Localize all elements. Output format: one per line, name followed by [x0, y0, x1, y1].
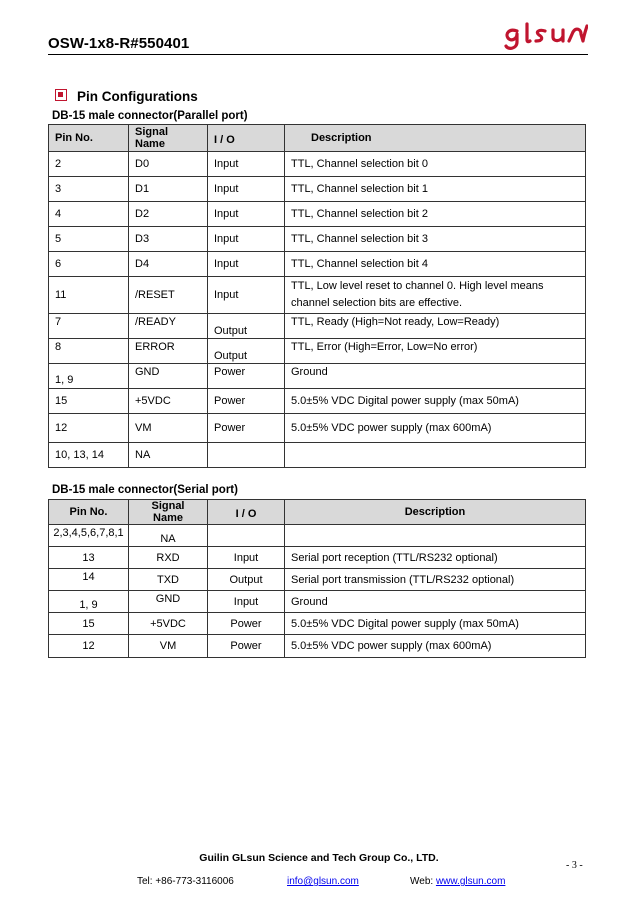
table-row — [49, 314, 586, 339]
description: TTL, Ready (High=Not ready, Low=Ready) — [285, 314, 586, 339]
signal-name: GND — [129, 364, 208, 389]
io-type: Input — [208, 177, 285, 202]
table-row — [49, 635, 586, 658]
parallel-pin-table — [48, 124, 586, 468]
signal-name: /READY — [129, 314, 208, 339]
table-row — [49, 364, 586, 389]
header-divider — [48, 54, 588, 55]
io-type: Input — [208, 591, 285, 613]
signal-name: +5VDC — [129, 613, 208, 635]
signal-name: D3 — [129, 227, 208, 252]
signal-name: VM — [129, 414, 208, 443]
description: 5.0±5% VDC Digital power supply (max 50mA) — [285, 613, 586, 635]
header-io: I / O — [208, 500, 285, 525]
io-type — [208, 443, 285, 468]
io-type: Input — [208, 277, 285, 314]
pin-no: 1, 9 — [49, 364, 129, 389]
description: TTL, Channel selection bit 3 — [285, 227, 586, 252]
header-pin-no: Pin No. — [49, 125, 129, 152]
footer-web-link[interactable]: www.glsun.com — [435, 876, 506, 887]
section-title: Pin Configurations — [77, 89, 198, 104]
signal-name: NA — [129, 525, 208, 547]
table-row — [49, 569, 586, 591]
table-row — [49, 591, 586, 613]
table-row — [49, 414, 586, 443]
header-description: Description — [285, 125, 586, 152]
header-pin-no: Pin No. — [49, 500, 129, 525]
description: TTL, Channel selection bit 4 — [285, 252, 586, 277]
table-row — [49, 227, 586, 252]
pin-no: 8 — [49, 339, 129, 364]
io-type: Power — [208, 635, 285, 658]
io-type — [208, 525, 285, 547]
table-row — [49, 339, 586, 364]
table-row — [49, 202, 586, 227]
io-type: Output — [208, 314, 285, 339]
table-header-row — [49, 125, 586, 152]
io-type: Input — [208, 152, 285, 177]
table-row — [49, 525, 586, 547]
signal-name: +5VDC — [129, 389, 208, 414]
pin-no: 15 — [49, 389, 129, 414]
io-type: Input — [208, 252, 285, 277]
signal-name: /RESET — [129, 277, 208, 314]
header-signal-name: Signal Name — [129, 500, 208, 525]
table-row — [49, 177, 586, 202]
table-row — [49, 613, 586, 635]
parallel-table-title: DB-15 male connector(Parallel port) — [52, 110, 248, 122]
description: Ground — [285, 591, 586, 613]
description: TTL, Low level reset to channel 0. High level means channel selection bits are effective. — [285, 277, 586, 314]
description: Serial port reception (TTL/RS232 optional) — [285, 547, 586, 569]
footer-email-link[interactable]: info@glsun.com — [287, 876, 359, 887]
pin-no: 7 — [49, 314, 129, 339]
document-title: OSW-1x8-R#550401 — [48, 35, 190, 52]
io-type: Input — [208, 227, 285, 252]
io-type: Power — [208, 364, 285, 389]
description: 5.0±5% VDC power supply (max 600mA) — [285, 414, 586, 443]
pin-no: 14 — [49, 569, 129, 591]
header-signal-name: Signal Name — [129, 125, 208, 152]
signal-name: RXD — [129, 547, 208, 569]
signal-name: ERROR — [129, 339, 208, 364]
pin-no: 6 — [49, 252, 129, 277]
pin-no: 12 — [49, 635, 129, 658]
pin-no: 11 — [49, 277, 129, 314]
table-row — [49, 252, 586, 277]
serial-table-title: DB-15 male connector(Serial port) — [52, 484, 238, 496]
pin-no: 4 — [49, 202, 129, 227]
description: 5.0±5% VDC Digital power supply (max 50mA) — [285, 389, 586, 414]
pin-no: 3 — [49, 177, 129, 202]
footer-telephone: Tel: +86-773-3116006 — [137, 876, 234, 887]
description — [285, 525, 586, 547]
pin-no: 2,3,4,5,6,7,8,1 — [49, 525, 129, 547]
description: TTL, Channel selection bit 2 — [285, 202, 586, 227]
io-type: Power — [208, 389, 285, 414]
signal-name: D2 — [129, 202, 208, 227]
signal-name: D0 — [129, 152, 208, 177]
signal-name: D1 — [129, 177, 208, 202]
table-row — [49, 277, 586, 314]
io-type: Output — [208, 569, 285, 591]
signal-name: TXD — [129, 569, 208, 591]
description: TTL, Error (High=Error, Low=No error) — [285, 339, 586, 364]
description: Serial port transmission (TTL/RS232 optional) — [285, 569, 586, 591]
table-row — [49, 389, 586, 414]
pin-no: 1, 9 — [49, 591, 129, 613]
page-number: - 3 - — [566, 860, 583, 871]
description: TTL, Channel selection bit 1 — [285, 177, 586, 202]
io-type: Input — [208, 202, 285, 227]
header-io: I / O — [208, 125, 285, 152]
io-type: Input — [208, 547, 285, 569]
header-description: Description — [285, 500, 586, 525]
io-type: Power — [208, 613, 285, 635]
footer-company-name: Guilin GLsun Science and Tech Group Co., LTD. — [199, 852, 439, 864]
footer-web-label: Web: — [410, 876, 436, 887]
pin-no: 2 — [49, 152, 129, 177]
pin-no: 15 — [49, 613, 129, 635]
table-row — [49, 152, 586, 177]
description: TTL, Channel selection bit 0 — [285, 152, 586, 177]
description: 5.0±5% VDC power supply (max 600mA) — [285, 635, 586, 658]
description — [285, 443, 586, 468]
signal-name: GND — [129, 591, 208, 613]
table-row — [49, 443, 586, 468]
signal-name: NA — [129, 443, 208, 468]
footer-website — [410, 876, 505, 887]
pin-no: 13 — [49, 547, 129, 569]
signal-name: D4 — [129, 252, 208, 277]
pin-no: 10, 13, 14 — [49, 443, 129, 468]
pin-no: 12 — [49, 414, 129, 443]
table-header-row — [49, 500, 586, 525]
section-bullet-icon — [55, 89, 67, 101]
signal-name: VM — [129, 635, 208, 658]
serial-pin-table — [48, 499, 586, 658]
glsun-logo — [503, 22, 588, 52]
io-type: Power — [208, 414, 285, 443]
pin-no: 5 — [49, 227, 129, 252]
io-type: Output — [208, 339, 285, 364]
table-row — [49, 547, 586, 569]
description: Ground — [285, 364, 586, 389]
